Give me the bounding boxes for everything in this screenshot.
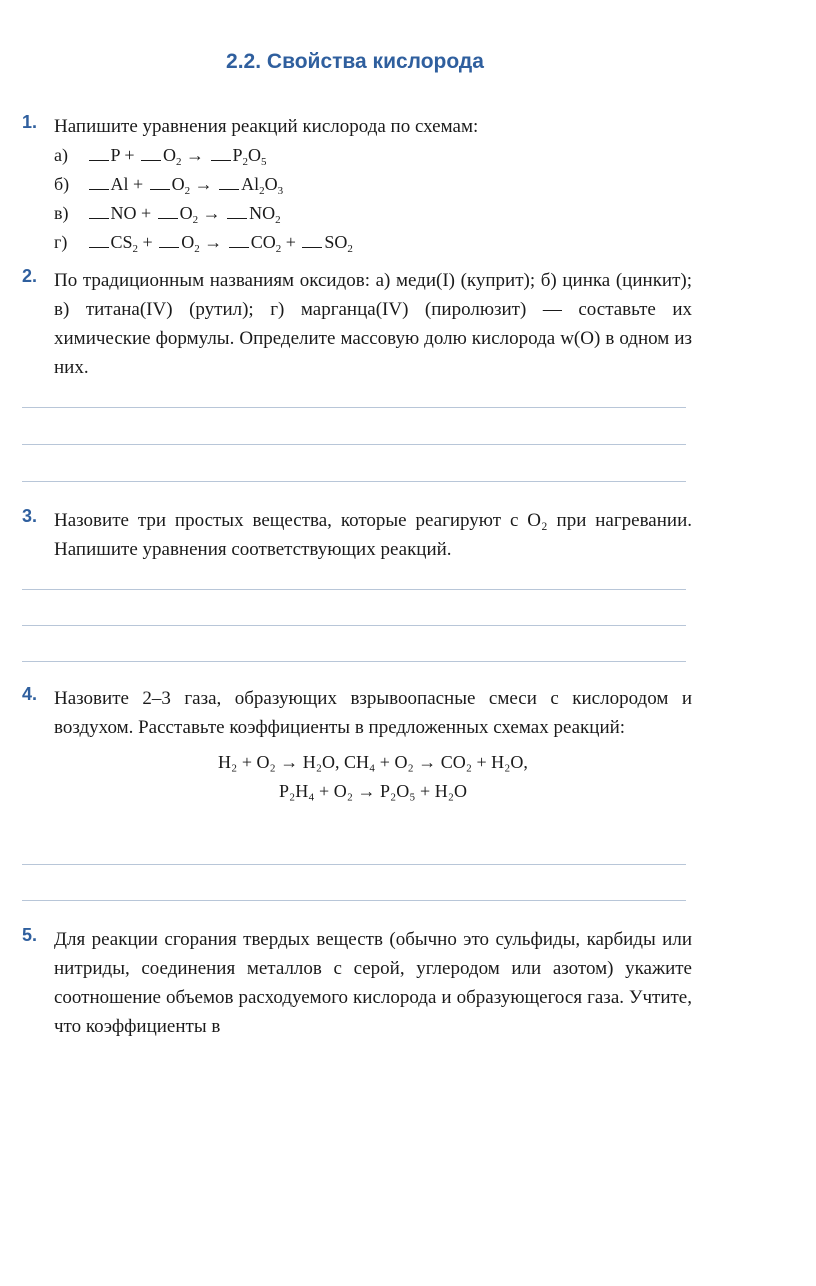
answer-line[interactable]	[22, 407, 686, 408]
formula: NO	[249, 203, 276, 223]
task-text: Напишите уравнения реакций кислорода по схемам:	[54, 116, 479, 137]
formula: O	[163, 145, 176, 165]
formula: O	[181, 232, 195, 252]
formula: O	[248, 145, 262, 165]
task-2	[22, 266, 692, 382]
coefficient-blank[interactable]	[150, 175, 170, 190]
task-3	[22, 506, 692, 564]
equation-d: г) $CS_2 + O_2 \to CO_2 + SO_2$	[54, 228, 692, 257]
answer-line[interactable]	[22, 589, 686, 590]
task-text: Для реакции сгорания твердых веществ (обычно это сульфиды, карбиды или нитриды, соединения металлов с серой, углеродом или азотом) укажите соотношение объемов расходуемого кислорода и образующегося газа. Учтите, что коэффициенты в	[54, 929, 692, 1037]
formula: CO	[250, 232, 276, 252]
task-number: 2.	[22, 266, 38, 286]
task-number: 5.	[22, 925, 38, 945]
section-title: 2.2. Свойства кислорода	[226, 50, 484, 73]
task-number: 4.	[22, 684, 38, 704]
equation-a: а) $P + O_2 \to P_2O_5$	[54, 141, 692, 170]
coefficient-blank[interactable]	[141, 146, 161, 161]
answer-line[interactable]	[22, 444, 686, 445]
equation-label: б)	[54, 174, 70, 194]
formula: Al	[110, 174, 129, 194]
task-number: 1.	[22, 112, 38, 132]
coefficient-blank[interactable]	[89, 175, 109, 190]
coefficient-blank[interactable]	[227, 204, 247, 219]
coefficient-blank[interactable]	[229, 233, 249, 248]
coefficient-blank[interactable]	[89, 233, 109, 248]
formula: NO	[110, 203, 137, 223]
formula: CS	[110, 232, 133, 252]
answer-line[interactable]	[22, 900, 686, 901]
coefficient-blank[interactable]	[211, 146, 231, 161]
formula: Al	[241, 174, 260, 194]
answer-line[interactable]	[22, 481, 686, 482]
equation-label: г)	[54, 232, 68, 252]
task-1	[22, 112, 692, 257]
coefficient-blank[interactable]	[159, 233, 179, 248]
formula: SO	[324, 232, 348, 252]
equation-c: в) NO + $O_2 \to NO_2$	[54, 199, 692, 228]
task-text: Назовите три простых вещества, которые реагируют с O₂ при нагревании. Напишите уравнения соответствующих реакций.	[54, 510, 692, 560]
coefficient-blank[interactable]	[302, 233, 322, 248]
formula: O	[179, 203, 193, 223]
coefficient-blank[interactable]	[219, 175, 239, 190]
coefficient-blank[interactable]	[158, 204, 178, 219]
formula: O	[264, 174, 278, 194]
answer-line[interactable]	[22, 864, 686, 865]
formula: P	[232, 145, 243, 165]
task-text: По традиционным названиям оксидов: а) меди(I) (куприт); б) цинка (цинкит); в) титана(IV) (рутил); г) марганца(IV) (пиролюзит) — составьте их химические формулы. Определите массовую долю кислорода w(O) в одном из них.	[54, 270, 692, 378]
formula: O	[171, 174, 185, 194]
equation-label: а)	[54, 145, 68, 165]
task-number: 3.	[22, 506, 38, 526]
formula: P	[110, 145, 120, 165]
task-text: Назовите 2–3 газа, образующих взрывоопасные смеси с кислородом и воздухом. Расставьте коэффициенты в предложенных схемах реакций:	[54, 688, 692, 738]
equation-b: б) $Al + O_2 \to Al_2O_3$	[54, 170, 692, 199]
coefficient-blank[interactable]	[89, 146, 109, 161]
coefficient-blank[interactable]	[89, 204, 109, 219]
answer-line[interactable]	[22, 661, 686, 662]
equation-label: в)	[54, 203, 69, 223]
reaction-scheme-line-1: H₂ + O₂ → H₂O, CH₄ + O₂ → CO₂ + H₂O,	[218, 752, 528, 772]
answer-line[interactable]	[22, 625, 686, 626]
reaction-scheme-line-2: P₂H₄ + O₂ → P₂O₅ + H₂O	[279, 781, 467, 801]
task-5	[22, 925, 692, 1041]
task-4	[22, 684, 692, 806]
